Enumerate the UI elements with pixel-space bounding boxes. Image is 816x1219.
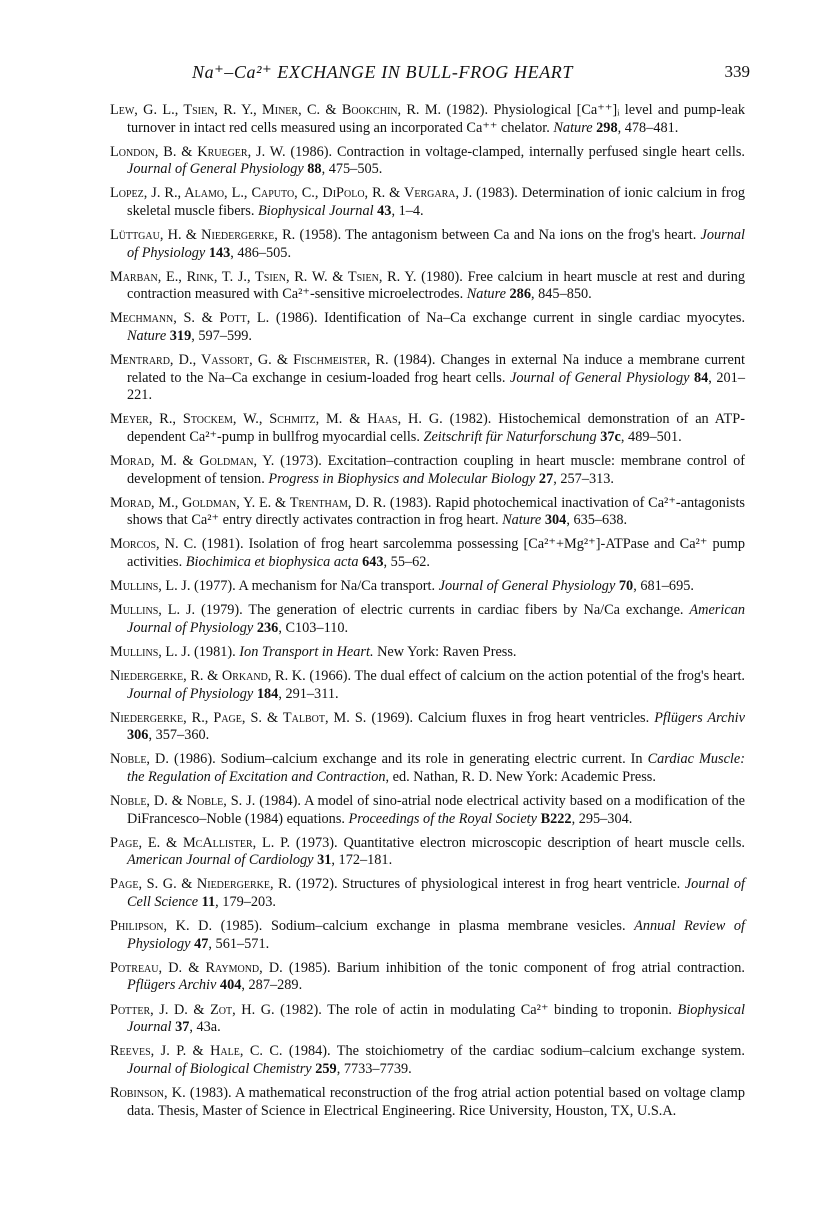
reference-list	[110, 102, 745, 1127]
reference-pages: , 55–62.	[383, 554, 430, 571]
reference-title: Excitation–contraction coupling in heart muscle: membrane control of development of tension.	[127, 453, 745, 487]
reference-authors: Lopez, J. R., Alamo, L., Caputo, C., DiPolo, R. & Vergara, J.	[110, 185, 473, 202]
reference-pages: , 1–4.	[391, 202, 424, 219]
reference-authors: Mullins, L. J.	[110, 602, 196, 619]
running-header	[110, 60, 750, 90]
reference-title: The stoichiometry of the cardiac sodium–calcium exchange system.	[336, 1043, 745, 1060]
reference-volume: 31	[317, 852, 332, 869]
reference-journal: Annual Review of Physiology	[127, 918, 745, 952]
reference-year: (1986).	[269, 310, 325, 327]
reference-title: Changes in external Na induce a membrane current related to the Na–Ca exchange in cesium-loaded frog heart cells.	[127, 352, 746, 386]
reference-journal: Ion Transport in Heart.	[239, 643, 374, 660]
reference-authors: Mullins, L. J.	[110, 643, 191, 660]
reference-journal: Biophysical Journal	[258, 202, 374, 219]
reference-year: (1982).	[274, 1001, 328, 1018]
reference-year: (1986).	[285, 143, 337, 160]
reference-pages: , 681–695.	[633, 578, 694, 595]
reference-title: The antagonism between Ca and Na ions on the frog's heart.	[345, 227, 701, 244]
reference-year: (1985).	[212, 918, 271, 935]
reference-volume: 404	[219, 977, 242, 994]
reference-title: The role of actin in modulating Ca²⁺ binding to troponin.	[327, 1001, 678, 1018]
reference-title: Quantitative electron microscopic description of heart muscle cells.	[343, 834, 745, 851]
reference-year: (1973).	[290, 834, 344, 851]
reference-volume: 70	[618, 578, 634, 595]
reference-title: Sodium–calcium exchange and its role in generating electric current. In	[220, 751, 648, 768]
reference-authors: Noble, D.	[110, 751, 169, 768]
reference-pages: , 43a.	[189, 1019, 221, 1036]
reference-title: Identification of Na–Ca exchange current in single cardiac myocytes.	[324, 310, 746, 327]
reference-entry	[110, 227, 745, 262]
reference-year: (1983).	[185, 1084, 235, 1101]
reference-title: Histochemical demonstration of an ATP-dependent Ca²⁺-pump in bullfrog myocardial cells.	[127, 411, 745, 445]
reference-volume: 11	[201, 894, 216, 911]
reference-journal: Nature	[553, 119, 593, 136]
reference-journal: Nature	[502, 512, 542, 529]
reference-authors: Noble, D. & Noble, S. J.	[110, 793, 256, 810]
reference-volume: 84	[694, 369, 709, 386]
reference-authors: Mentrard, D., Vassort, G. & Fischmeister, R.	[110, 352, 389, 369]
reference-authors: Lüttgau, H. & Niedergerke, R.	[110, 227, 296, 244]
reference-year: (1982).	[442, 411, 499, 428]
reference-journal: American Journal of Physiology	[127, 602, 745, 636]
reference-entry	[110, 918, 745, 953]
reference-entry	[110, 793, 745, 828]
reference-year: (1972).	[291, 876, 343, 893]
reference-journal: Proceedings of the Royal Society	[348, 810, 537, 827]
reference-pages: , 845–850.	[530, 286, 592, 303]
reference-pages: , 635–638.	[566, 512, 628, 529]
reference-pages: , 597–599.	[191, 328, 252, 345]
reference-volume: 298	[596, 119, 618, 136]
reference-title: Free calcium in heart muscle at rest and during contraction measured with Ca²⁺-sensitive microelectrodes.	[127, 268, 745, 303]
reference-entry	[110, 453, 745, 488]
reference-pages: , 257–313.	[553, 470, 614, 487]
reference-journal: Nature	[466, 286, 506, 303]
reference-journal: Pflügers Archiv	[654, 709, 745, 726]
reference-entry	[110, 102, 745, 137]
reference-pages: , 478–481.	[617, 119, 679, 136]
reference-entry	[110, 352, 745, 405]
reference-volume: B222	[540, 810, 572, 827]
reference-pages: , 172–181.	[331, 852, 393, 869]
reference-entry	[110, 578, 745, 596]
reference-pages: New York: Raven Press.	[373, 643, 517, 660]
reference-pages: , 475–505.	[321, 161, 383, 178]
reference-title: A mathematical reconstruction of the frog atrial action potential based on voltage clamp data. Thesis, Master of Science in Electrical Engineering. Rice University, Houston, TX, U.S.A.	[127, 1084, 745, 1119]
reference-journal: Journal of Biological Chemistry	[127, 1060, 312, 1077]
reference-year: (1983).	[386, 494, 436, 511]
reference-year: (1986).	[168, 751, 221, 768]
reference-pages: , 486–505.	[230, 244, 292, 261]
reference-authors: Meyer, R., Stockem, W., Schmitz, M. & Haas, H. G.	[110, 411, 443, 428]
reference-entry	[110, 751, 745, 786]
reference-authors: Morad, M., Goldman, Y. E. & Trentham, D. R.	[110, 494, 387, 511]
reference-year: (1973).	[274, 453, 328, 470]
reference-year: (1980).	[416, 268, 468, 285]
reference-pages: , 201–221.	[127, 369, 745, 404]
reference-journal: Cardiac Muscle: the Regulation of Excitation and Contraction	[127, 751, 746, 785]
reference-pages: , 287–289.	[241, 977, 303, 994]
reference-year: (1982).	[441, 102, 494, 118]
reference-authors: Niedergerke, R., Page, S. & Talbot, M. S.	[110, 709, 367, 726]
reference-pages: , 291–311.	[278, 685, 339, 702]
reference-year: (1979).	[195, 602, 249, 619]
reference-volume: 27	[538, 470, 554, 487]
reference-volume: 37c	[600, 429, 621, 445]
reference-year: (1984).	[282, 1043, 337, 1060]
reference-title: Structures of physiological interest in frog heart ventricle.	[342, 876, 685, 893]
reference-entry	[110, 310, 745, 345]
reference-title: Determination of ionic calcium in frog skeletal muscle fibers.	[127, 185, 745, 219]
reference-title: Physiological [Ca⁺⁺]ᵢ level and pump-leak turnover in intact red cells measured using an incorporated Ca⁺⁺ chelator.	[127, 102, 745, 136]
reference-authors: Page, S. G. & Niedergerke, R.	[110, 876, 292, 893]
reference-year: (1984).	[255, 793, 305, 810]
reference-entry	[110, 602, 745, 637]
reference-journal: Nature	[127, 328, 167, 345]
reference-year: (1983).	[472, 185, 522, 202]
reference-journal: Journal of Physiology	[127, 227, 745, 261]
reference-volume: 236	[256, 619, 279, 636]
reference-journal: Journal of General Physiology	[127, 161, 304, 178]
reference-volume: 47	[194, 935, 209, 952]
reference-journal: Pflügers Archiv	[127, 977, 217, 994]
reference-entry	[110, 876, 745, 911]
reference-pages: , 489–501.	[620, 429, 682, 445]
reference-journal: Journal of Cell Science	[127, 876, 745, 911]
reference-pages: , 179–203.	[215, 894, 276, 911]
reference-volume: 259	[315, 1060, 337, 1077]
reference-entry	[110, 1002, 745, 1037]
reference-title: Barium inhibition of the tonic component of frog atrial contraction.	[336, 959, 745, 976]
reference-title: Rapid photochemical inactivation of Ca²⁺-antagonists shows that Ca²⁺ entry directly activates contraction in frog heart.	[127, 494, 745, 529]
reference-volume: 306	[127, 727, 149, 744]
reference-pages: , 295–304.	[571, 810, 633, 827]
reference-volume: 88	[307, 161, 322, 178]
reference-volume: 37	[175, 1019, 190, 1036]
reference-entry	[110, 835, 745, 870]
reference-entry	[110, 536, 745, 571]
reference-title: Isolation of frog heart sarcolemma possessing [Ca²⁺+Mg²⁺]-ATPase and Ca²⁺ pump activities.	[127, 536, 746, 571]
reference-volume: 143	[208, 244, 231, 261]
reference-entry	[110, 1085, 745, 1120]
reference-entry	[110, 185, 745, 220]
reference-volume: 304	[544, 512, 567, 529]
reference-authors: Morad, M. & Goldman, Y.	[110, 453, 275, 470]
reference-journal: Biophysical Journal	[127, 1001, 745, 1036]
running-title: Na⁺–Ca²⁺ EXCHANGE IN BULL-FROG HEART	[192, 62, 573, 82]
reference-year: (1981).	[196, 536, 249, 553]
reference-entry	[110, 644, 745, 662]
reference-volume: 43	[377, 202, 392, 219]
reference-authors: Mullins, L. J.	[110, 578, 191, 595]
reference-entry	[110, 495, 745, 530]
reference-volume: 643	[362, 554, 384, 571]
reference-year: (1966).	[305, 668, 355, 685]
reference-authors: Philipson, K. D.	[110, 918, 213, 935]
reference-title: Calcium fluxes in frog heart ventricles.	[418, 709, 655, 726]
reference-title: A mechanism for Na/Ca transport.	[238, 578, 439, 595]
reference-authors: Potreau, D. & Raymond, D.	[110, 959, 283, 976]
reference-title: Contraction in voltage-clamped, internally perfused single heart cells.	[336, 143, 745, 160]
reference-entry	[110, 668, 745, 703]
page-number: 339	[724, 62, 750, 81]
reference-entry	[110, 960, 745, 995]
reference-pages: , 7733–7739.	[336, 1060, 412, 1077]
reference-authors: Robinson, K.	[110, 1084, 186, 1101]
reference-title: The dual effect of calcium on the action potential of the frog's heart.	[354, 668, 746, 685]
reference-year: (1985).	[282, 959, 337, 976]
reference-journal: Journal of General Physiology	[438, 578, 616, 595]
reference-journal: American Journal of Cardiology	[127, 852, 314, 869]
reference-authors: Niedergerke, R. & Orkand, R. K.	[110, 668, 306, 685]
reference-authors: Mechmann, S. & Pott, L.	[110, 310, 270, 327]
reference-entry	[110, 269, 745, 304]
reference-pages: , 561–571.	[208, 935, 270, 952]
reference-year: (1958).	[295, 227, 346, 244]
reference-entry	[110, 144, 745, 179]
reference-authors: Marban, E., Rink, T. J., Tsien, R. W. & Tsien, R. Y.	[110, 268, 417, 285]
reference-journal: Zeitschrift für Naturforschung	[423, 429, 597, 445]
reference-volume: 319	[169, 328, 192, 345]
reference-authors: Lew, G. L., Tsien, R. Y., Miner, C. & Bookchin, R. M.	[110, 102, 442, 118]
reference-authors: Morcos, N. C.	[110, 536, 197, 553]
reference-volume: 286	[509, 286, 531, 303]
reference-authors: Reeves, J. P. & Hale, C. C.	[110, 1043, 283, 1060]
reference-entry	[110, 411, 745, 446]
reference-pages: , C103–110.	[278, 619, 349, 636]
reference-pages: , 357–360.	[148, 727, 210, 744]
reference-title: Sodium–calcium exchange in plasma membrane vesicles.	[270, 918, 635, 935]
reference-authors: Potter, J. D. & Zot, H. G.	[110, 1001, 275, 1018]
reference-journal: Journal of General Physiology	[509, 369, 690, 386]
reference-entry	[110, 710, 745, 745]
reference-title: A model of sino-atrial node electrical activity based on a modification of the DiFrancesco–Noble (1984) equations.	[127, 793, 745, 827]
reference-journal: Biochimica et biophysica acta	[185, 554, 359, 571]
reference-authors: Page, E. & McAllister, L. P.	[110, 834, 291, 851]
reference-journal: Journal of Physiology	[127, 685, 254, 702]
reference-authors: London, B. & Krueger, J. W.	[110, 143, 286, 160]
reference-year: (1977).	[190, 578, 239, 595]
reference-year: (1969).	[366, 709, 419, 726]
reference-journal: Progress in Biophysics and Molecular Biology	[268, 470, 536, 487]
reference-year: (1984).	[388, 352, 441, 369]
reference-pages: , ed. Nathan, R. D. New York: Academic Press.	[385, 769, 656, 785]
reference-entry	[110, 1043, 745, 1078]
reference-year: (1981).	[190, 643, 240, 660]
reference-volume: 184	[256, 685, 279, 702]
reference-title: The generation of electric currents in cardiac fibers by Na/Ca exchange.	[248, 602, 690, 619]
